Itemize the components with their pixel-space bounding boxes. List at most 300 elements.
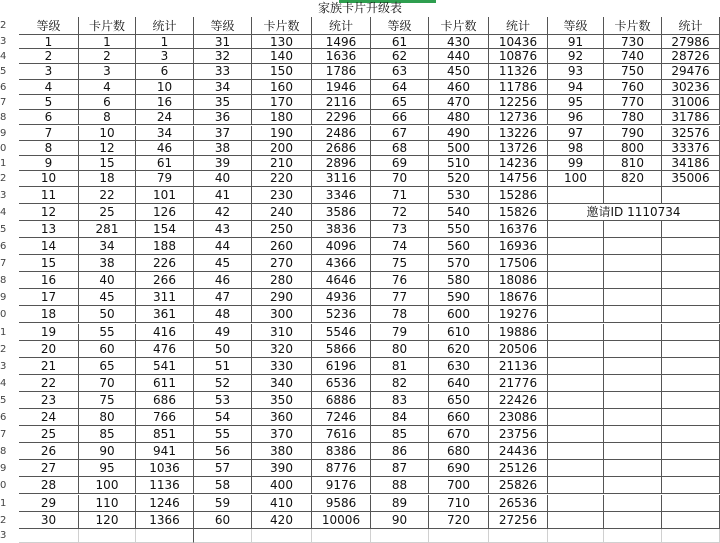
table-cell[interactable]: 350	[252, 392, 312, 409]
table-cell[interactable]: 79	[371, 324, 429, 341]
empty-cell[interactable]	[662, 221, 720, 238]
table-cell[interactable]: 17	[19, 289, 79, 306]
table-cell[interactable]: 270	[252, 255, 312, 272]
table-cell[interactable]: 2296	[312, 110, 371, 125]
table-cell[interactable]: 34186	[662, 156, 720, 171]
empty-cell[interactable]	[662, 426, 720, 443]
table-cell[interactable]: 19886	[489, 324, 548, 341]
column-header[interactable]: 统计	[662, 17, 720, 35]
table-cell[interactable]: 1246	[136, 495, 194, 512]
empty-cell[interactable]	[312, 529, 371, 543]
table-cell[interactable]: 188	[136, 238, 194, 255]
table-cell[interactable]: 380	[252, 443, 312, 460]
table-cell[interactable]: 27986	[662, 35, 720, 49]
table-cell[interactable]: 3	[19, 64, 79, 79]
table-cell[interactable]: 510	[429, 156, 489, 171]
table-cell[interactable]: 476	[136, 341, 194, 358]
table-cell[interactable]: 88	[371, 477, 429, 494]
empty-cell[interactable]	[662, 289, 720, 306]
table-cell[interactable]: 24	[136, 110, 194, 125]
table-cell[interactable]: 2686	[312, 141, 371, 156]
table-cell[interactable]: 91	[548, 35, 604, 49]
column-header[interactable]: 统计	[312, 17, 371, 35]
table-cell[interactable]: 800	[604, 141, 662, 156]
table-cell[interactable]: 1036	[136, 460, 194, 477]
table-cell[interactable]: 611	[136, 375, 194, 392]
table-cell[interactable]: 32	[194, 49, 252, 64]
empty-cell[interactable]	[662, 512, 720, 529]
table-cell[interactable]: 470	[429, 95, 489, 110]
empty-cell[interactable]	[548, 187, 604, 204]
table-cell[interactable]: 610	[429, 324, 489, 341]
table-cell[interactable]: 61	[371, 35, 429, 49]
table-cell[interactable]: 330	[252, 358, 312, 375]
table-cell[interactable]: 3	[79, 64, 136, 79]
table-cell[interactable]: 190	[252, 126, 312, 141]
table-cell[interactable]: 41	[194, 187, 252, 204]
table-cell[interactable]: 6	[79, 95, 136, 110]
table-cell[interactable]: 820	[604, 171, 662, 186]
empty-cell[interactable]	[79, 529, 136, 543]
table-cell[interactable]: 126	[136, 204, 194, 221]
table-cell[interactable]: 340	[252, 375, 312, 392]
table-cell[interactable]: 17506	[489, 255, 548, 272]
table-cell[interactable]: 95	[548, 95, 604, 110]
table-cell[interactable]: 1496	[312, 35, 371, 49]
table-cell[interactable]: 416	[136, 324, 194, 341]
table-cell[interactable]: 8776	[312, 460, 371, 477]
table-cell[interactable]: 766	[136, 409, 194, 426]
table-cell[interactable]: 450	[429, 64, 489, 79]
table-cell[interactable]: 14	[19, 238, 79, 255]
table-cell[interactable]: 4366	[312, 255, 371, 272]
table-cell[interactable]: 39	[194, 156, 252, 171]
table-cell[interactable]: 18676	[489, 289, 548, 306]
empty-cell[interactable]	[548, 341, 604, 358]
empty-cell[interactable]	[604, 238, 662, 255]
table-cell[interactable]: 46	[194, 272, 252, 289]
table-cell[interactable]: 240	[252, 204, 312, 221]
table-cell[interactable]: 15	[19, 255, 79, 272]
table-cell[interactable]: 87	[371, 460, 429, 477]
table-cell[interactable]: 77	[371, 289, 429, 306]
table-cell[interactable]: 45	[194, 255, 252, 272]
table-cell[interactable]: 74	[371, 238, 429, 255]
table-cell[interactable]: 760	[604, 80, 662, 95]
table-cell[interactable]: 1946	[312, 80, 371, 95]
column-header[interactable]: 等级	[548, 17, 604, 35]
table-cell[interactable]: 686	[136, 392, 194, 409]
table-cell[interactable]: 540	[429, 204, 489, 221]
table-cell[interactable]: 85	[79, 426, 136, 443]
empty-cell[interactable]	[489, 529, 548, 543]
table-cell[interactable]: 27	[19, 460, 79, 477]
table-cell[interactable]: 710	[429, 495, 489, 512]
empty-cell[interactable]	[604, 375, 662, 392]
table-cell[interactable]: 4936	[312, 289, 371, 306]
empty-cell[interactable]	[662, 495, 720, 512]
table-cell[interactable]: 730	[604, 35, 662, 49]
table-cell[interactable]: 1	[79, 35, 136, 49]
table-cell[interactable]: 60	[79, 341, 136, 358]
table-cell[interactable]: 28	[19, 477, 79, 494]
table-cell[interactable]: 70	[79, 375, 136, 392]
empty-cell[interactable]	[604, 443, 662, 460]
table-cell[interactable]: 22	[19, 375, 79, 392]
table-cell[interactable]: 16	[19, 272, 79, 289]
table-cell[interactable]: 1786	[312, 64, 371, 79]
table-cell[interactable]: 78	[371, 306, 429, 323]
table-cell[interactable]: 210	[252, 156, 312, 171]
table-cell[interactable]: 90	[371, 512, 429, 529]
empty-cell[interactable]	[548, 221, 604, 238]
empty-cell[interactable]	[548, 272, 604, 289]
table-cell[interactable]: 34	[79, 238, 136, 255]
table-cell[interactable]: 4096	[312, 238, 371, 255]
table-cell[interactable]: 460	[429, 80, 489, 95]
empty-cell[interactable]	[19, 529, 79, 543]
table-cell[interactable]: 25126	[489, 460, 548, 477]
table-cell[interactable]: 49	[194, 324, 252, 341]
empty-cell[interactable]	[662, 187, 720, 204]
table-cell[interactable]: 14756	[489, 171, 548, 186]
table-cell[interactable]: 400	[252, 477, 312, 494]
empty-cell[interactable]	[662, 306, 720, 323]
table-cell[interactable]: 10436	[489, 35, 548, 49]
table-cell[interactable]: 16376	[489, 221, 548, 238]
table-cell[interactable]: 25	[19, 426, 79, 443]
empty-cell[interactable]	[662, 460, 720, 477]
table-cell[interactable]: 45	[79, 289, 136, 306]
table-cell[interactable]: 1	[19, 35, 79, 49]
table-cell[interactable]: 19276	[489, 306, 548, 323]
table-cell[interactable]: 63	[371, 64, 429, 79]
table-cell[interactable]: 40	[194, 171, 252, 186]
table-cell[interactable]: 580	[429, 272, 489, 289]
table-cell[interactable]: 59	[194, 495, 252, 512]
table-cell[interactable]: 65	[371, 95, 429, 110]
table-cell[interactable]: 130	[252, 35, 312, 49]
table-cell[interactable]: 100	[548, 171, 604, 186]
table-cell[interactable]: 75	[371, 255, 429, 272]
table-cell[interactable]: 690	[429, 460, 489, 477]
table-cell[interactable]: 33	[194, 64, 252, 79]
table-cell[interactable]: 44	[194, 238, 252, 255]
table-cell[interactable]: 1	[136, 35, 194, 49]
table-cell[interactable]: 27256	[489, 512, 548, 529]
table-cell[interactable]: 640	[429, 375, 489, 392]
table-cell[interactable]: 10876	[489, 49, 548, 64]
empty-cell[interactable]	[604, 426, 662, 443]
column-header[interactable]: 统计	[136, 17, 194, 35]
table-cell[interactable]: 22426	[489, 392, 548, 409]
empty-cell[interactable]	[604, 529, 662, 543]
table-cell[interactable]: 410	[252, 495, 312, 512]
table-cell[interactable]: 290	[252, 289, 312, 306]
table-cell[interactable]: 570	[429, 255, 489, 272]
empty-cell[interactable]	[371, 529, 429, 543]
table-cell[interactable]: 80	[371, 341, 429, 358]
table-cell[interactable]: 4	[79, 80, 136, 95]
table-cell[interactable]: 85	[371, 426, 429, 443]
table-cell[interactable]: 140	[252, 49, 312, 64]
table-cell[interactable]: 60	[194, 512, 252, 529]
empty-cell[interactable]	[548, 392, 604, 409]
table-cell[interactable]: 480	[429, 110, 489, 125]
table-cell[interactable]: 95	[79, 460, 136, 477]
table-cell[interactable]: 79	[136, 171, 194, 186]
table-cell[interactable]: 11786	[489, 80, 548, 95]
table-cell[interactable]: 370	[252, 426, 312, 443]
table-cell[interactable]: 5866	[312, 341, 371, 358]
table-cell[interactable]: 55	[79, 324, 136, 341]
table-cell[interactable]: 36	[194, 110, 252, 125]
table-cell[interactable]: 4	[19, 80, 79, 95]
table-cell[interactable]: 5236	[312, 306, 371, 323]
empty-cell[interactable]	[604, 512, 662, 529]
empty-cell[interactable]	[604, 221, 662, 238]
table-cell[interactable]: 11	[19, 187, 79, 204]
table-cell[interactable]: 18086	[489, 272, 548, 289]
table-cell[interactable]: 10006	[312, 512, 371, 529]
table-cell[interactable]: 62	[371, 49, 429, 64]
table-cell[interactable]: 66	[371, 110, 429, 125]
table-cell[interactable]: 29476	[662, 64, 720, 79]
table-cell[interactable]: 590	[429, 289, 489, 306]
empty-cell[interactable]	[604, 409, 662, 426]
table-cell[interactable]: 16936	[489, 238, 548, 255]
table-cell[interactable]: 12	[79, 141, 136, 156]
table-cell[interactable]: 70	[371, 171, 429, 186]
table-cell[interactable]: 50	[79, 306, 136, 323]
table-cell[interactable]: 720	[429, 512, 489, 529]
table-cell[interactable]: 530	[429, 187, 489, 204]
table-cell[interactable]: 46	[136, 141, 194, 156]
table-cell[interactable]: 790	[604, 126, 662, 141]
table-cell[interactable]: 7246	[312, 409, 371, 426]
empty-cell[interactable]	[604, 272, 662, 289]
empty-cell[interactable]	[252, 529, 312, 543]
table-cell[interactable]: 4646	[312, 272, 371, 289]
table-cell[interactable]: 770	[604, 95, 662, 110]
empty-cell[interactable]	[604, 324, 662, 341]
table-cell[interactable]: 2	[19, 49, 79, 64]
table-cell[interactable]: 8	[79, 110, 136, 125]
table-cell[interactable]: 56	[194, 443, 252, 460]
table-cell[interactable]: 76	[371, 272, 429, 289]
table-cell[interactable]: 31006	[662, 95, 720, 110]
table-cell[interactable]: 38	[79, 255, 136, 272]
table-cell[interactable]: 500	[429, 141, 489, 156]
table-cell[interactable]: 3586	[312, 204, 371, 221]
table-cell[interactable]: 29	[19, 495, 79, 512]
table-cell[interactable]: 300	[252, 306, 312, 323]
table-cell[interactable]: 20506	[489, 341, 548, 358]
empty-cell[interactable]	[548, 375, 604, 392]
invite-id-label[interactable]: 邀请ID 1110734	[548, 204, 720, 221]
table-cell[interactable]: 97	[548, 126, 604, 141]
table-cell[interactable]: 26	[19, 443, 79, 460]
empty-cell[interactable]	[662, 255, 720, 272]
table-cell[interactable]: 13	[19, 221, 79, 238]
table-cell[interactable]: 52	[194, 375, 252, 392]
table-cell[interactable]: 226	[136, 255, 194, 272]
table-cell[interactable]: 110	[79, 495, 136, 512]
empty-cell[interactable]	[604, 187, 662, 204]
table-cell[interactable]: 89	[371, 495, 429, 512]
table-cell[interactable]: 67	[371, 126, 429, 141]
table-cell[interactable]: 660	[429, 409, 489, 426]
table-cell[interactable]: 69	[371, 156, 429, 171]
empty-cell[interactable]	[662, 238, 720, 255]
table-cell[interactable]: 12736	[489, 110, 548, 125]
table-cell[interactable]: 23086	[489, 409, 548, 426]
table-cell[interactable]: 266	[136, 272, 194, 289]
empty-cell[interactable]	[548, 477, 604, 494]
table-cell[interactable]: 6536	[312, 375, 371, 392]
table-cell[interactable]: 23	[19, 392, 79, 409]
table-cell[interactable]: 750	[604, 64, 662, 79]
table-cell[interactable]: 310	[252, 324, 312, 341]
table-cell[interactable]: 430	[429, 35, 489, 49]
table-cell[interactable]: 18	[19, 306, 79, 323]
table-cell[interactable]: 84	[371, 409, 429, 426]
table-cell[interactable]: 33376	[662, 141, 720, 156]
table-cell[interactable]: 16	[136, 95, 194, 110]
empty-cell[interactable]	[429, 529, 489, 543]
empty-cell[interactable]	[662, 529, 720, 543]
table-cell[interactable]: 5	[19, 95, 79, 110]
table-cell[interactable]: 3116	[312, 171, 371, 186]
table-cell[interactable]: 670	[429, 426, 489, 443]
empty-cell[interactable]	[604, 306, 662, 323]
table-cell[interactable]: 25826	[489, 477, 548, 494]
table-cell[interactable]: 13726	[489, 141, 548, 156]
empty-cell[interactable]	[662, 324, 720, 341]
table-cell[interactable]: 390	[252, 460, 312, 477]
table-cell[interactable]: 1636	[312, 49, 371, 64]
table-cell[interactable]: 160	[252, 80, 312, 95]
table-cell[interactable]: 7	[19, 126, 79, 141]
table-cell[interactable]: 6	[136, 64, 194, 79]
empty-cell[interactable]	[548, 495, 604, 512]
table-cell[interactable]: 42	[194, 204, 252, 221]
empty-cell[interactable]	[548, 238, 604, 255]
table-cell[interactable]: 50	[194, 341, 252, 358]
empty-cell[interactable]	[662, 272, 720, 289]
table-cell[interactable]: 15286	[489, 187, 548, 204]
table-cell[interactable]: 80	[79, 409, 136, 426]
table-cell[interactable]: 34	[194, 80, 252, 95]
table-cell[interactable]: 61	[136, 156, 194, 171]
table-cell[interactable]: 560	[429, 238, 489, 255]
column-header[interactable]: 统计	[489, 17, 548, 35]
empty-cell[interactable]	[662, 358, 720, 375]
table-cell[interactable]: 361	[136, 306, 194, 323]
table-cell[interactable]: 71	[371, 187, 429, 204]
table-cell[interactable]: 98	[548, 141, 604, 156]
table-cell[interactable]: 12256	[489, 95, 548, 110]
table-cell[interactable]: 620	[429, 341, 489, 358]
table-cell[interactable]: 8386	[312, 443, 371, 460]
column-header[interactable]: 卡片数	[252, 17, 312, 35]
table-cell[interactable]: 68	[371, 141, 429, 156]
table-cell[interactable]: 9	[19, 156, 79, 171]
table-cell[interactable]: 14236	[489, 156, 548, 171]
table-cell[interactable]: 75	[79, 392, 136, 409]
table-cell[interactable]: 3	[136, 49, 194, 64]
table-cell[interactable]: 93	[548, 64, 604, 79]
empty-cell[interactable]	[548, 324, 604, 341]
table-cell[interactable]: 851	[136, 426, 194, 443]
table-cell[interactable]: 10	[19, 171, 79, 186]
table-cell[interactable]: 440	[429, 49, 489, 64]
table-cell[interactable]: 57	[194, 460, 252, 477]
empty-cell[interactable]	[604, 341, 662, 358]
table-cell[interactable]: 32576	[662, 126, 720, 141]
table-cell[interactable]: 24436	[489, 443, 548, 460]
table-cell[interactable]: 20	[19, 341, 79, 358]
table-cell[interactable]: 22	[79, 187, 136, 204]
table-cell[interactable]: 2896	[312, 156, 371, 171]
table-cell[interactable]: 101	[136, 187, 194, 204]
table-cell[interactable]: 15	[79, 156, 136, 171]
table-cell[interactable]: 5546	[312, 324, 371, 341]
table-cell[interactable]: 260	[252, 238, 312, 255]
table-cell[interactable]: 600	[429, 306, 489, 323]
table-cell[interactable]: 10	[79, 126, 136, 141]
column-header[interactable]: 等级	[19, 17, 79, 35]
table-cell[interactable]: 2486	[312, 126, 371, 141]
table-cell[interactable]: 99	[548, 156, 604, 171]
empty-cell[interactable]	[604, 495, 662, 512]
table-cell[interactable]: 630	[429, 358, 489, 375]
table-cell[interactable]: 64	[371, 80, 429, 95]
empty-cell[interactable]	[604, 392, 662, 409]
table-cell[interactable]: 311	[136, 289, 194, 306]
table-cell[interactable]: 90	[79, 443, 136, 460]
empty-cell[interactable]	[136, 529, 194, 543]
table-cell[interactable]: 72	[371, 204, 429, 221]
column-header[interactable]: 卡片数	[429, 17, 489, 35]
table-cell[interactable]: 13226	[489, 126, 548, 141]
table-cell[interactable]: 8	[19, 141, 79, 156]
table-cell[interactable]: 280	[252, 272, 312, 289]
table-cell[interactable]: 541	[136, 358, 194, 375]
table-cell[interactable]: 170	[252, 95, 312, 110]
empty-cell[interactable]	[662, 409, 720, 426]
table-cell[interactable]: 2116	[312, 95, 371, 110]
table-cell[interactable]: 120	[79, 512, 136, 529]
table-cell[interactable]: 40	[79, 272, 136, 289]
table-cell[interactable]: 34	[136, 126, 194, 141]
empty-cell[interactable]	[548, 529, 604, 543]
table-cell[interactable]: 26536	[489, 495, 548, 512]
empty-cell[interactable]	[548, 426, 604, 443]
table-cell[interactable]: 23756	[489, 426, 548, 443]
table-cell[interactable]: 92	[548, 49, 604, 64]
table-cell[interactable]: 65	[79, 358, 136, 375]
table-cell[interactable]: 7616	[312, 426, 371, 443]
empty-cell[interactable]	[662, 341, 720, 358]
table-cell[interactable]: 6886	[312, 392, 371, 409]
table-cell[interactable]: 740	[604, 49, 662, 64]
table-cell[interactable]: 73	[371, 221, 429, 238]
table-cell[interactable]: 83	[371, 392, 429, 409]
empty-cell[interactable]	[548, 255, 604, 272]
table-cell[interactable]: 58	[194, 477, 252, 494]
empty-cell[interactable]	[548, 443, 604, 460]
